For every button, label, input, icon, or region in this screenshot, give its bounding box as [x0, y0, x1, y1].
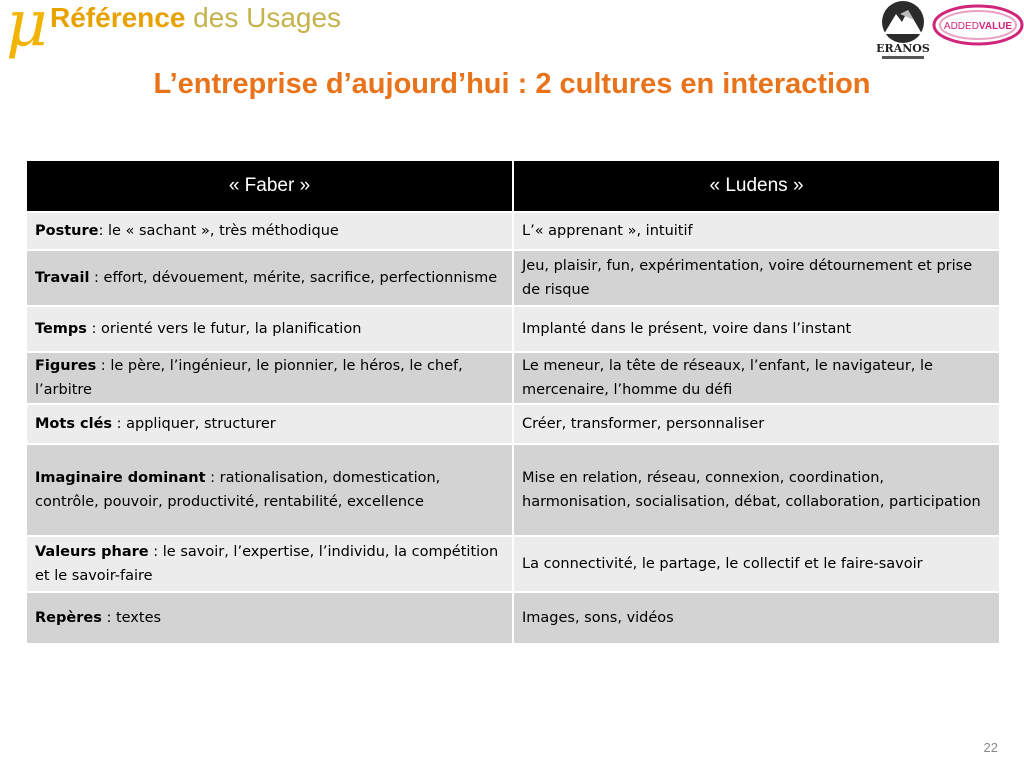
row-label: Temps — [35, 321, 87, 337]
row-separator: : — [205, 470, 220, 486]
mu-symbol: μ — [6, 0, 48, 61]
faber-text: effort, dévouement, mérite, sacrifice, perfectionnisme — [103, 270, 498, 286]
faber-cell — [26, 212, 513, 250]
faber-cell — [26, 404, 513, 444]
faber-text: rationalisation, domestication, contrôle, pouvoir, productivité, rentabilité, excellence — [35, 470, 441, 510]
faber-text: le savoir, l’expertise, l’individu, la compétition et le savoir-faire — [35, 544, 499, 584]
ludens-cell: La connectivité, le partage, le collectif et le faire-savoir — [513, 536, 1000, 592]
table-row — [26, 536, 1000, 592]
logo-wordmark — [50, 2, 341, 34]
faber-text: le père, l’ingénieur, le pionnier, le héros, le chef, l’arbitre — [35, 358, 463, 398]
faber-text: le « sachant », très méthodique — [107, 223, 339, 239]
ludens-cell: Implanté dans le présent, voire dans l’instant — [513, 306, 1000, 352]
faber-text: textes — [115, 610, 162, 626]
table-header-row — [26, 160, 1000, 212]
row-label: Mots clés — [35, 416, 113, 432]
table-row — [26, 212, 1000, 250]
table-row — [26, 250, 1000, 306]
faber-cell — [26, 306, 513, 352]
eranos-logo — [874, 0, 932, 66]
table-row — [26, 306, 1000, 352]
row-separator: : — [86, 321, 102, 337]
faber-text: orienté vers le futur, la planification — [101, 321, 362, 337]
faber-cell — [26, 444, 513, 536]
addedvalue-logo — [932, 3, 1024, 47]
ludens-cell: Créer, transformer, personnaliser — [513, 404, 1000, 444]
slide-title: L’entreprise d’aujourd’hui : 2 cultures en interaction — [153, 68, 871, 100]
ludens-cell: Le meneur, la tête de réseaux, l’enfant, le navigateur, le mercenaire, l’homme du défi — [513, 352, 1000, 404]
faber-cell — [26, 592, 513, 644]
row-label: Imaginaire dominant — [35, 470, 206, 486]
row-label: Travail — [35, 270, 90, 286]
row-label: Repères — [35, 610, 102, 626]
row-separator: : — [101, 610, 116, 626]
logo-wordmark-rest: des Usages — [185, 2, 342, 33]
comparison-table — [25, 159, 1001, 645]
ludens-cell: Images, sons, vidéos — [513, 592, 1000, 644]
faber-cell — [26, 536, 513, 592]
faber-cell — [26, 352, 513, 404]
faber-text: appliquer, structurer — [126, 416, 276, 432]
row-separator: : — [98, 223, 108, 239]
row-label: Figures — [35, 358, 97, 374]
table-row — [26, 592, 1000, 644]
page-number: 22 — [983, 740, 998, 755]
reference-des-usages-logo — [2, 0, 342, 66]
row-separator: : — [96, 358, 111, 374]
logo-wordmark-bold: Référence — [50, 2, 186, 33]
svg-text:ADDEDVALUE: ADDEDVALUE — [943, 21, 1013, 32]
table-row — [26, 352, 1000, 404]
row-separator: : — [89, 270, 104, 286]
ludens-cell: Mise en relation, réseau, connexion, coordination, harmonisation, socialisation, débat, collaboration, participation — [513, 444, 1000, 536]
row-label: Posture — [35, 223, 99, 239]
ludens-cell: Jeu, plaisir, fun, expérimentation, voire détournement et prise de risque — [513, 250, 1000, 306]
header-faber: « Faber » — [26, 160, 513, 212]
ludens-cell: L’« apprenant », intuitif — [513, 212, 1000, 250]
table-row — [26, 404, 1000, 444]
svg-text:ERANOS: ERANOS — [876, 42, 930, 55]
row-label: Valeurs phare — [35, 544, 149, 560]
faber-cell — [26, 250, 513, 306]
header-ludens: « Ludens » — [513, 160, 1000, 212]
row-separator: : — [148, 544, 163, 560]
row-separator: : — [112, 416, 127, 432]
table-row — [26, 444, 1000, 536]
